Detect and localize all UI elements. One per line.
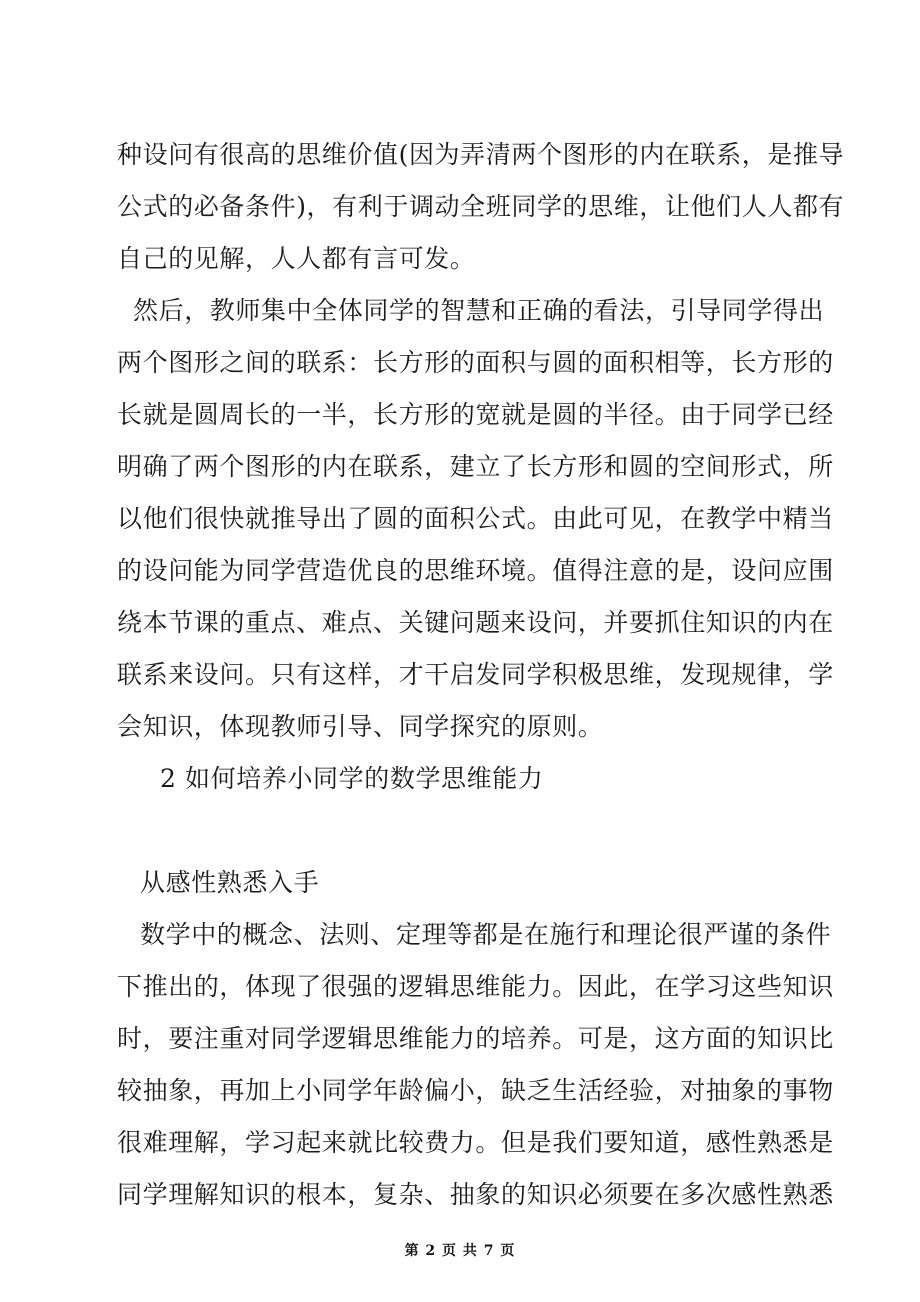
- paragraph-line: 明确了两个图形的内在联系，建立了长方形和圆的空间形式，所: [117, 452, 834, 481]
- paragraph-line: 很难理解，学习起来就比较费力。但是我们要知道，感性熟悉是: [117, 1128, 834, 1157]
- paragraph-line: 然后，教师集中全体同学的智慧和正确的看法，引导同学得出: [133, 296, 825, 325]
- paragraph-line: 联系来设问。只有这样，才干启发同学积极思维，发现规律，学: [117, 660, 834, 689]
- paragraph-line: 会知识，体现教师引导、同学探究的原则。: [117, 712, 604, 741]
- paragraph-line: 时，要注重对同学逻辑思维能力的培养。可是，这方面的知识比: [117, 1024, 834, 1053]
- subheading: 从感性熟悉入手: [140, 868, 320, 897]
- section-heading: 2 如何培养小同学的数学思维能力: [160, 764, 544, 793]
- paragraph-line: 数学中的概念、法则、定理等都是在施行和理论很严谨的条件: [140, 920, 832, 949]
- paragraph-line: 下推出的，体现了很强的逻辑思维能力。因此，在学习这些知识: [117, 972, 834, 1001]
- paragraph-line: 绕本节课的重点、难点、关键问题来设问，并要抓住知识的内在: [117, 608, 834, 637]
- paragraph-line: 以他们很快就推导出了圆的面积公式。由此可见，在教学中精当: [117, 504, 834, 533]
- paragraph-line: 长就是圆周长的一半，长方形的宽就是圆的半径。由于同学已经: [117, 400, 834, 429]
- page-footer: 第 2 页 共 7 页: [404, 1243, 516, 1259]
- paragraph-line: 自己的见解，人人都有言可发。: [117, 244, 476, 273]
- paragraph-line: 较抽象，再加上小同学年龄偏小，缺乏生活经验，对抽象的事物: [117, 1076, 834, 1105]
- paragraph-line: 两个图形之间的联系：长方形的面积与圆的面积相等，长方形的: [117, 348, 834, 377]
- paragraph-line: 种设问有很高的思维价值(因为弄清两个图形的内在联系，是推导: [117, 140, 845, 169]
- paragraph-line: 的设问能为同学营造优良的思维环境。值得注意的是，设问应围: [117, 556, 834, 585]
- paragraph-line: 同学理解知识的根本，复杂、抽象的知识必须要在多次感性熟悉: [117, 1180, 834, 1209]
- paragraph-line: 公式的必备条件)，有利于调动全班同学的思维，让他们人人都有: [117, 192, 845, 221]
